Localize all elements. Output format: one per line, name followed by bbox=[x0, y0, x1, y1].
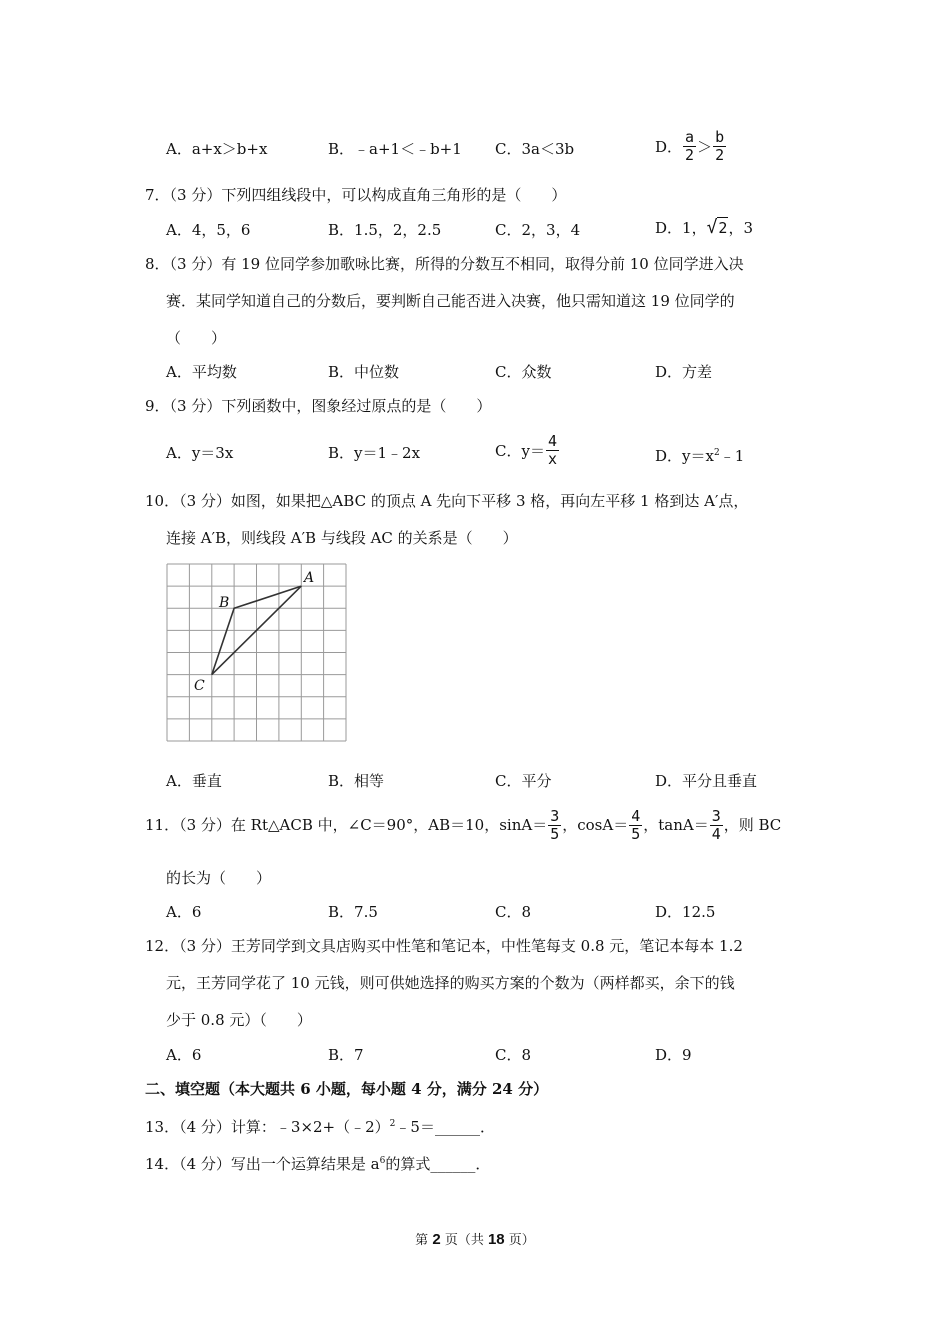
sqrt-radicand: 2 bbox=[718, 219, 728, 237]
q11-prefix: 11．（3 分）在 Rt△ACB 中，∠C＝90°，AB＝10，sinA＝ bbox=[145, 816, 548, 834]
q8-option-d: D．方差 bbox=[655, 363, 713, 381]
q6-option-b: B．﹣a+1＜﹣b+1 bbox=[328, 140, 462, 158]
sin-fraction bbox=[548, 806, 561, 843]
q13-suffix: ﹣5＝______． bbox=[395, 1118, 495, 1136]
q9-option-c-prefix: C．y＝ bbox=[495, 441, 545, 460]
q7-option-a: A．4，5，6 bbox=[166, 221, 251, 239]
total-page-number: 18 bbox=[487, 1231, 505, 1248]
q10-option-a: A．垂直 bbox=[166, 772, 222, 790]
fraction-numerator: 4 bbox=[631, 806, 641, 825]
q10-stem-line2: 连接 A′B，则线段 A′B 与线段 AC 的关系是（ ） bbox=[166, 529, 518, 547]
q11-tan-label: ，tanA＝ bbox=[643, 816, 709, 834]
sqrt-symbol: √ 2 bbox=[706, 217, 728, 238]
q10-option-b: B．相等 bbox=[328, 772, 385, 790]
q12-option-c: C．8 bbox=[495, 1046, 532, 1064]
q14-prefix: 14．（4 分）写出一个运算结果是 a bbox=[145, 1155, 380, 1173]
q9-option-d-prefix: D．y＝x bbox=[655, 447, 714, 465]
footer-post: 页） bbox=[508, 1233, 535, 1248]
vertex-label-b: B bbox=[219, 595, 230, 611]
q10-option-c: C．平分 bbox=[495, 772, 552, 790]
q11-suffix: ，则 BC bbox=[723, 816, 782, 834]
q6-operator: ＞ bbox=[697, 137, 713, 156]
q10-stem-line1: 10．（3 分）如图，如果把△ABC 的顶点 A 先向下平移 3 格，再向左平移 1 格到达 A′点， bbox=[145, 492, 749, 510]
q9-option-d bbox=[655, 443, 744, 466]
q11-stem-line2: 的长为（ ） bbox=[166, 869, 272, 887]
q11-option-c: C．8 bbox=[495, 903, 532, 921]
fraction-numerator: a bbox=[685, 128, 695, 146]
footer-mid: 页（共 bbox=[444, 1233, 484, 1248]
fraction-denominator: 5 bbox=[631, 824, 641, 843]
q13-exponent: 2 bbox=[389, 1119, 396, 1129]
q8-option-c: C．众数 bbox=[495, 363, 552, 381]
q8-option-a: A．平均数 bbox=[166, 363, 237, 381]
q7-option-c: C．2，3，4 bbox=[495, 221, 581, 239]
fraction-numerator: 3 bbox=[711, 806, 721, 825]
q12-stem-line2: 元，王芳同学花了 10 元钱，则可供她选择的购买方案的个数为（两样都买，余下的钱 bbox=[166, 974, 735, 992]
q6-option-c: C．3a＜3b bbox=[495, 140, 575, 158]
fraction-numerator: b bbox=[715, 128, 725, 146]
q14-stem bbox=[145, 1151, 490, 1174]
q8-stem-line3: （ ） bbox=[166, 329, 227, 347]
q11-stem-line1 bbox=[145, 806, 781, 844]
q14-suffix: 的算式______． bbox=[385, 1155, 491, 1173]
q12-option-a: A．6 bbox=[166, 1046, 202, 1064]
fraction-denominator: 4 bbox=[711, 824, 721, 843]
q11-option-a: A．6 bbox=[166, 903, 202, 921]
q12-stem-line1: 12．（3 分）王芳同学到文具店购买中性笔和笔记本，中性笔每支 0.8 元，笔记本每本 1.2 bbox=[145, 937, 743, 955]
q6-option-d-label: D． bbox=[655, 137, 683, 156]
vertex-label-c: C bbox=[194, 678, 205, 694]
q13-stem bbox=[145, 1114, 495, 1137]
q9-option-d-suffix: ﹣1 bbox=[719, 447, 745, 465]
fraction-numerator: 4 bbox=[547, 432, 557, 450]
footer-pre: 第 bbox=[415, 1233, 429, 1248]
cos-fraction bbox=[629, 806, 642, 843]
q13-prefix: 13．（4 分）计算：﹣3×2+（﹣2） bbox=[145, 1118, 390, 1136]
q8-stem-line2: 赛．某同学知道自己的分数后，要判断自己能否进入决赛，他只需知道这 19 位同学的 bbox=[166, 292, 735, 310]
q10-grid-figure bbox=[162, 560, 352, 748]
fraction-denominator: 5 bbox=[550, 824, 560, 843]
q6-fraction-right bbox=[713, 130, 726, 163]
q12-stem-line3: 少于 0.8 元）（ ） bbox=[166, 1011, 312, 1029]
q9-option-c bbox=[495, 434, 560, 467]
vertex-label-a: A bbox=[304, 570, 315, 586]
q9-fraction bbox=[546, 434, 559, 467]
q8-stem-line1: 8．（3 分）有 19 位同学参加歌咏比赛，所得的分数互不相同，取得分前 10 位同学进入决 bbox=[145, 255, 744, 273]
q7-option-d bbox=[655, 217, 753, 238]
q9-option-b: B．y＝1﹣2x bbox=[328, 444, 421, 462]
q7-option-b: B．1.5，2，2.5 bbox=[328, 221, 442, 239]
section-heading-fill-in: 二、填空题（本大题共 6 小题，每小题 4 分，满分 24 分） bbox=[145, 1080, 549, 1098]
q11-option-d: D．12.5 bbox=[655, 903, 716, 921]
q9-stem: 9．（3 分）下列函数中，图象经过原点的是（ ） bbox=[145, 397, 492, 415]
q7-option-d-prefix: D．1， bbox=[655, 219, 707, 237]
q14-exponent: 6 bbox=[379, 1156, 386, 1166]
fraction-denominator: 2 bbox=[685, 146, 695, 164]
q9-option-d-exponent: 2 bbox=[713, 448, 720, 458]
q8-option-b: B．中位数 bbox=[328, 363, 400, 381]
q7-stem: 7．（3 分）下列四组线段中，可以构成直角三角形的是（ ） bbox=[145, 186, 567, 204]
q9-option-a: A．y＝3x bbox=[166, 444, 234, 462]
q12-option-b: B．7 bbox=[328, 1046, 364, 1064]
q11-cos-label: ，cosA＝ bbox=[562, 816, 629, 834]
grid-lines bbox=[167, 564, 346, 741]
fraction-denominator: 2 bbox=[715, 146, 725, 164]
q10-option-d: D．平分且垂直 bbox=[655, 772, 758, 790]
tan-fraction bbox=[710, 806, 723, 843]
q6-option-a: A．a+x＞b+x bbox=[166, 140, 268, 158]
q7-option-d-suffix: ，3 bbox=[728, 219, 753, 237]
q6-fraction-left bbox=[683, 130, 696, 163]
fraction-numerator: 3 bbox=[550, 806, 560, 825]
q6-option-d bbox=[655, 130, 727, 163]
q11-option-b: B．7.5 bbox=[328, 903, 378, 921]
current-page-number: 2 bbox=[432, 1231, 441, 1248]
fraction-denominator: x bbox=[547, 450, 557, 468]
page-footer bbox=[0, 1229, 950, 1248]
q12-option-d: D．9 bbox=[655, 1046, 692, 1064]
